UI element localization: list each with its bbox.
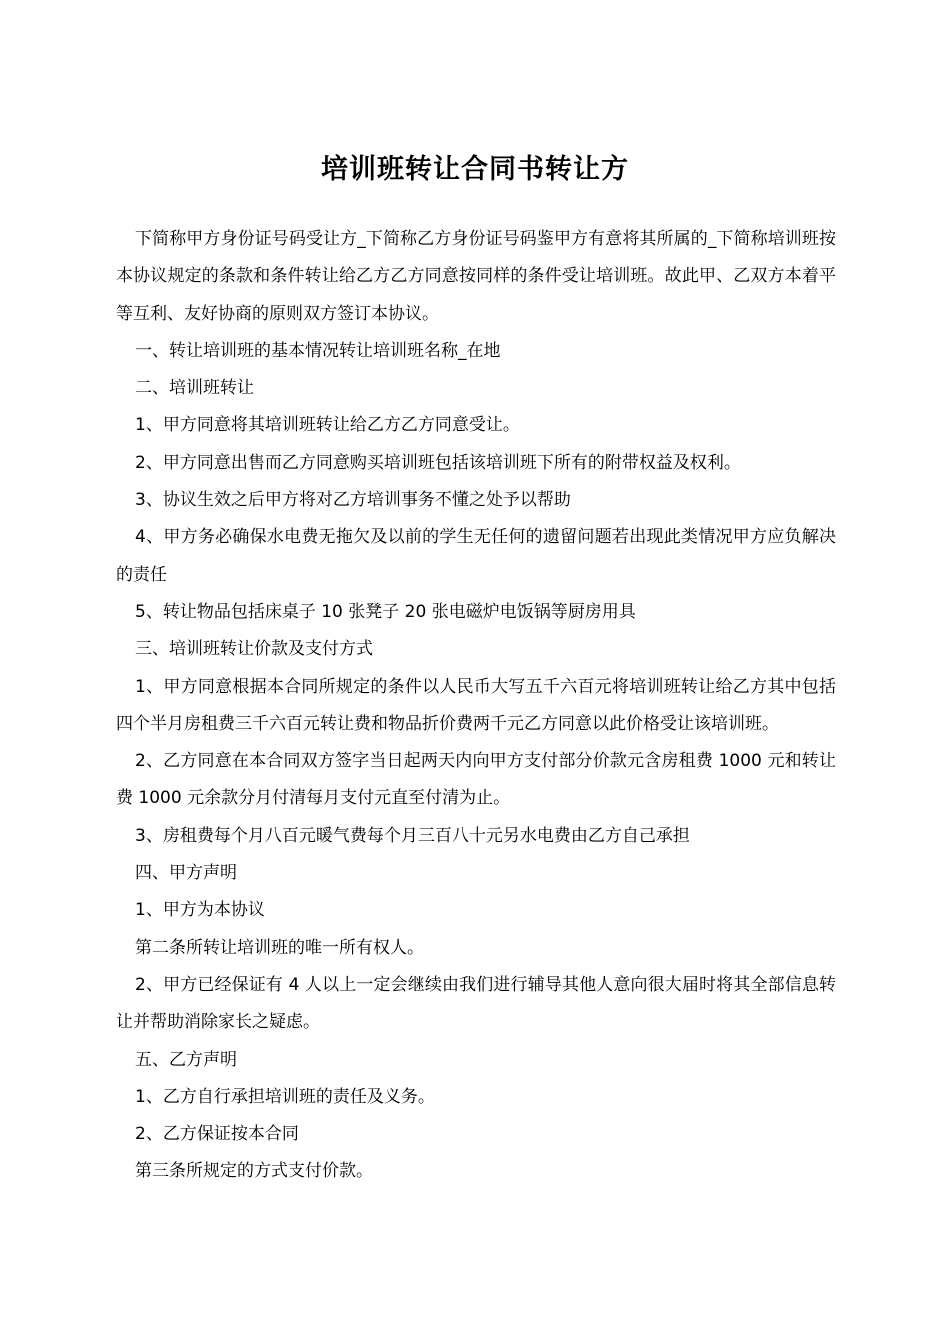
section-1-heading: 一、转让培训班的基本情况转让培训班名称_在地 — [135, 340, 501, 361]
section-5-heading: 五、乙方声明 — [135, 1049, 237, 1070]
clause-5-1: 1、乙方自行承担培训班的责任及义务。 — [135, 1086, 435, 1107]
clause-3-2: 2、乙方同意在本合同双方签字当日起两天内向甲方支付部分价款元含房租费 1000 元和转让费 1000 元余款分月付清每月支付元直至付清为止。 — [116, 751, 836, 809]
clause-5-2: 2、乙方保证按本合同 — [135, 1124, 299, 1145]
article-3-text: 第三条所规定的方式支付价款。 — [135, 1161, 373, 1182]
section-3-heading: 三、培训班转让价款及支付方式 — [135, 639, 373, 660]
article-2-text: 第二条所转让培训班的唯一所有权人。 — [135, 937, 424, 958]
section-4-heading: 四、甲方声明 — [135, 863, 237, 884]
intro-paragraph: 下简称甲方身份证号码受让方_下简称乙方身份证号码鉴甲方有意将其所属的_下简称培训班按本协议规定的条款和条件转让给乙方乙方同意按同样的条件受让培训班。故此甲、乙双方本着平等互利、友好协商的原则双方签订本协议。 — [116, 229, 836, 324]
clause-2-3: 3、协议生效之后甲方将对乙方培训事务不懂之处予以帮助 — [135, 490, 571, 511]
clause-2-5: 5、转让物品包括床桌子 10 张凳子 20 张电磁炉电饭锅等厨房用具 — [135, 601, 636, 622]
document-body — [116, 221, 836, 1191]
clause-3-3: 3、房租费每个月八百元暖气费每个月三百八十元另水电费由乙方自己承担 — [135, 825, 690, 846]
clause-4-2: 2、甲方已经保证有 4 人以上一定会继续由我们进行辅导其他人意向很大届时将其全部信息转让并帮助消除家长之疑虑。 — [116, 974, 836, 1033]
clause-4-1: 1、甲方为本协议 — [135, 900, 265, 921]
clause-2-1: 1、甲方同意将其培训班转让给乙方乙方同意受让。 — [135, 415, 520, 436]
document-title: 培训班转让合同书转让方 — [321, 154, 629, 186]
clause-2-4: 4、甲方务必确保水电费无拖欠及以前的学生无任何的遗留问题若出现此类情况甲方应负解决的责任 — [116, 527, 836, 585]
section-2-heading: 二、培训班转让 — [135, 378, 254, 399]
clause-2-2: 2、甲方同意出售而乙方同意购买培训班包括该培训班下所有的附带权益及权利。 — [135, 452, 741, 473]
clause-3-1: 1、甲方同意根据本合同所规定的条件以人民币大写五千六百元将培训班转让给乙方其中包括四个半月房租费三千六百元转让费和物品折价费两千元乙方同意以此价格受让该培训班。 — [116, 676, 836, 734]
